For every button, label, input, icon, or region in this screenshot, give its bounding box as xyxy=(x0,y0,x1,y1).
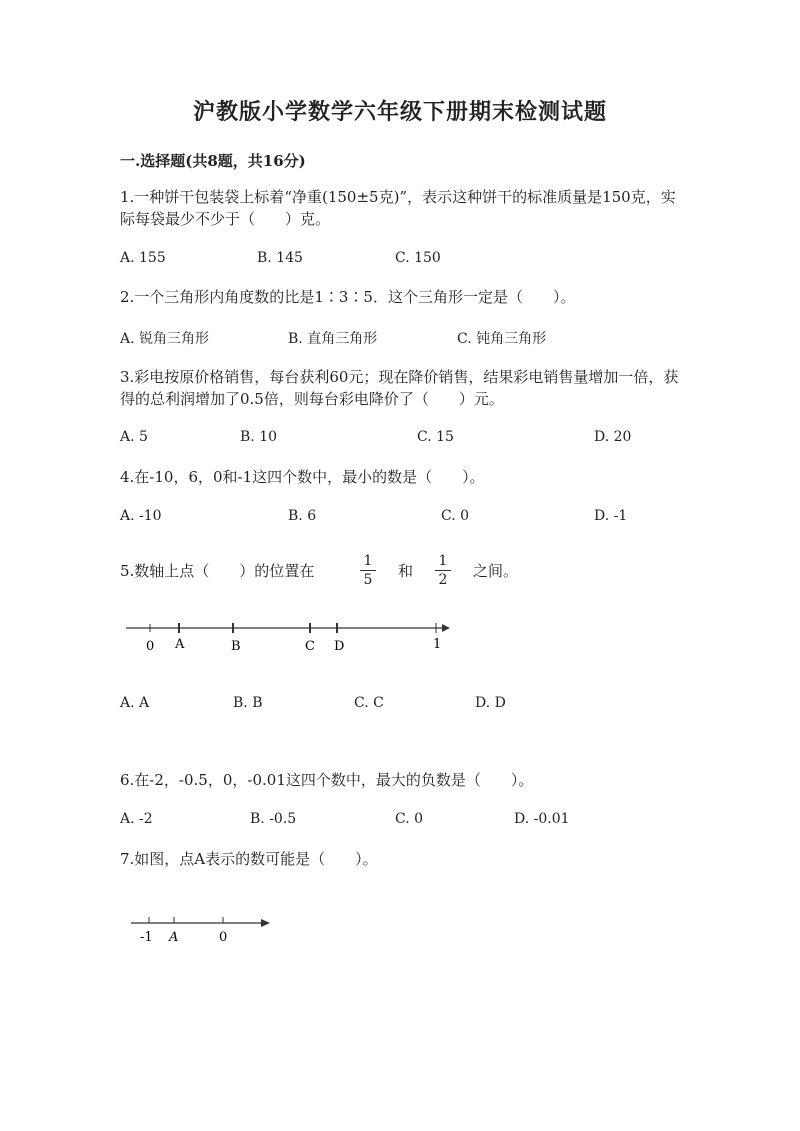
q1-option-b[interactable]: B. 145 xyxy=(257,250,303,266)
q3-option-c[interactable]: C. 15 xyxy=(417,429,454,445)
question-5-and: 和 xyxy=(398,562,414,580)
q3-option-b[interactable]: B. 10 xyxy=(240,429,278,445)
question-3: 3.彩电按原价格销售，每台获利60元；现在降价销售，结果彩电销售量增加一倍，获得的总利润增加了0.5倍，则每台彩电降价了（ ）元。 xyxy=(120,368,679,408)
fraction-bar xyxy=(360,570,376,571)
label-c: C xyxy=(305,639,315,654)
label-0: 0 xyxy=(219,930,228,945)
label-a: A xyxy=(175,637,185,652)
q2-option-b[interactable]: B. 直角三角形 xyxy=(288,331,378,347)
question-2: 2.一个三角形内角度数的比是1∶3∶5．这个三角形一定是（ ）。 xyxy=(120,288,576,306)
q1-option-a[interactable]: A. 155 xyxy=(120,250,166,266)
q6-option-c[interactable]: C. 0 xyxy=(395,811,424,827)
fraction-one-fifth xyxy=(358,553,378,588)
q5-option-d[interactable]: D. D xyxy=(475,695,506,711)
q6-option-a[interactable]: A. -2 xyxy=(120,811,153,827)
q5-option-a[interactable]: A. A xyxy=(120,695,150,711)
label-0: 0 xyxy=(146,639,155,654)
fraction-numerator: 1 xyxy=(363,553,373,569)
label-minus-1: -1 xyxy=(140,930,153,945)
number-line-q5 xyxy=(120,615,450,660)
fraction-numerator: 1 xyxy=(438,553,448,569)
axis-arrow xyxy=(442,624,450,632)
q5-option-c[interactable]: C. C xyxy=(354,695,384,711)
fraction-one-half xyxy=(433,553,453,588)
q6-option-b[interactable]: B. -0.5 xyxy=(250,811,297,827)
q2-option-c[interactable]: C. 钝角三角形 xyxy=(457,331,547,347)
q6-option-d[interactable]: D. -0.01 xyxy=(514,811,570,827)
q4-option-c[interactable]: C. 0 xyxy=(441,508,470,524)
fraction-bar xyxy=(435,570,451,571)
axis-arrow xyxy=(261,919,270,927)
question-7: 7.如图，点A表示的数可能是（ ）。 xyxy=(120,850,378,868)
label-d: D xyxy=(334,639,345,654)
q4-option-d[interactable]: D. -1 xyxy=(594,508,628,524)
q1-option-c[interactable]: C. 150 xyxy=(395,250,441,266)
page-title: 沪教版小学数学六年级下册期末检测试题 xyxy=(192,99,607,125)
label-1: 1 xyxy=(433,637,442,652)
fraction-denominator: 5 xyxy=(363,572,373,588)
question-4: 4.在-10，6，0和-1这四个数中，最小的数是（ ）。 xyxy=(120,468,485,486)
q4-option-b[interactable]: B. 6 xyxy=(288,508,317,524)
question-6: 6.在-2，-0.5，0，-0.01这四个数中，最大的负数是（ ）。 xyxy=(120,771,534,789)
question-5-tail: 之间。 xyxy=(473,562,519,580)
label-b: B xyxy=(231,639,241,654)
fraction-denominator: 2 xyxy=(438,572,448,588)
question-5-lead: 5.数轴上点（ ）的位置在 xyxy=(120,562,315,580)
question-1: 1.一种饼干包装袋上标着“净重(150±5克)”，表示这种饼干的标准质量是150克，实际每袋最少不少于（ ）克。 xyxy=(120,188,676,228)
q5-option-b[interactable]: B. B xyxy=(233,695,263,711)
q3-option-d[interactable]: D. 20 xyxy=(594,429,632,445)
label-a: A xyxy=(169,930,179,945)
q3-option-a[interactable]: A. 5 xyxy=(120,429,148,445)
section-heading: 一.选择题(共8题，共16分) xyxy=(120,152,306,170)
q2-option-a[interactable]: A. 锐角三角形 xyxy=(120,331,210,347)
q4-option-a[interactable]: A. -10 xyxy=(120,508,162,524)
number-line-q7 xyxy=(125,910,275,950)
